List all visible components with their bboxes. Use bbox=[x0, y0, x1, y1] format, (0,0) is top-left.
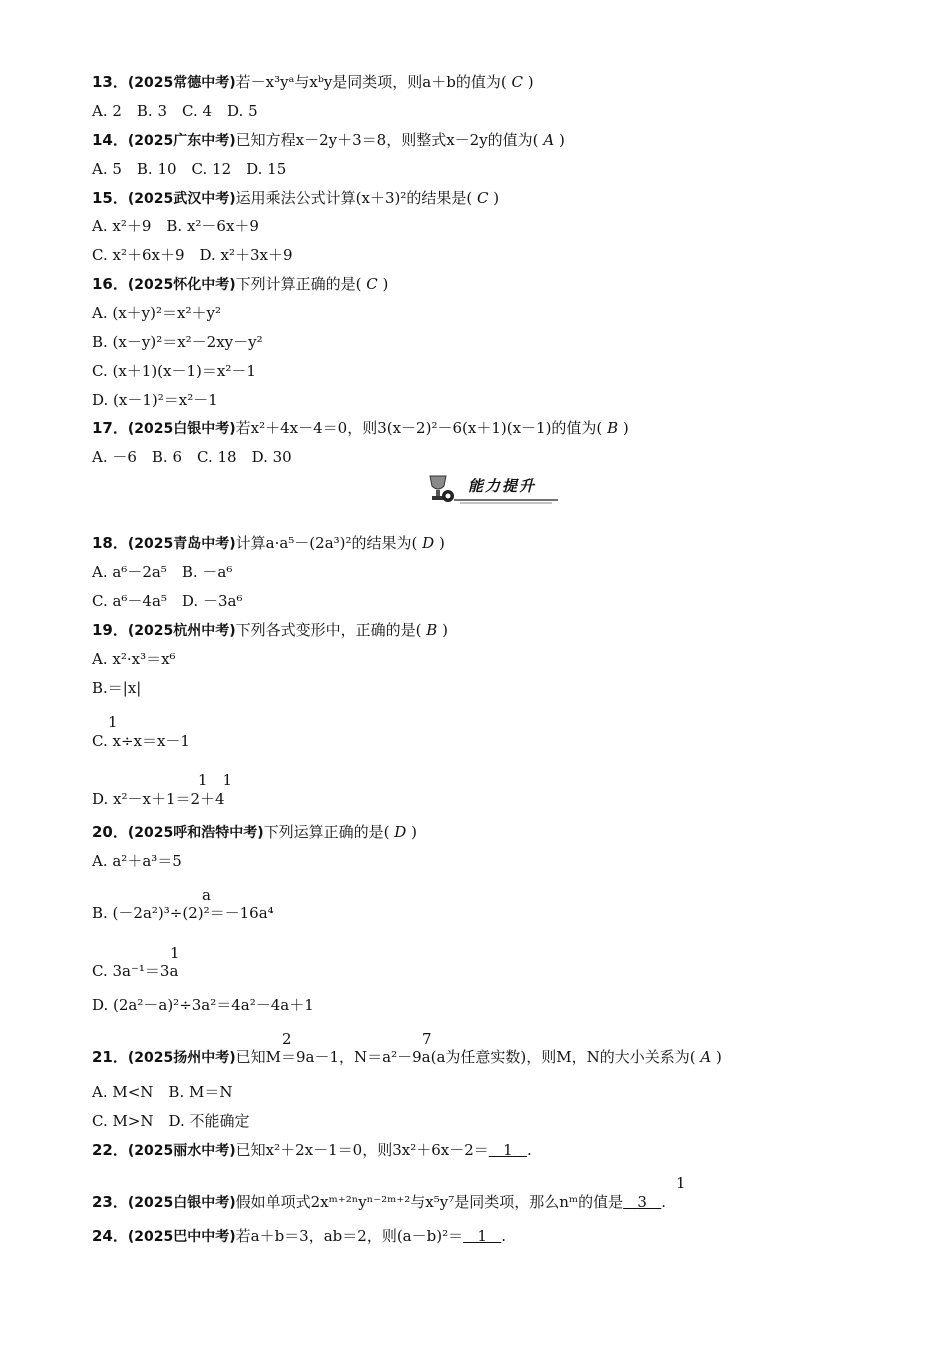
paren-close: ) bbox=[411, 823, 417, 841]
paren-close: ) bbox=[558, 131, 565, 149]
paren-close: ) bbox=[493, 189, 500, 207]
question-17 bbox=[92, 418, 629, 438]
q19-option-d: D. x²－x＋1＝2＋4 bbox=[92, 790, 225, 808]
question-stem: 运用乘法公式计算(x＋3)²的结果是( bbox=[235, 189, 473, 207]
question-source: (2025白银中考) bbox=[127, 1195, 236, 1211]
paren-close: ) bbox=[716, 1048, 722, 1066]
question-source: (2025巴中中考) bbox=[127, 1229, 236, 1245]
answer: A bbox=[543, 131, 555, 149]
q19-option-b: B.＝|x| bbox=[92, 679, 142, 697]
q21-options-ab: A. M<N B. M＝N bbox=[92, 1083, 233, 1101]
question-stem: 下列计算正确的是( bbox=[235, 275, 362, 293]
answer: C bbox=[511, 73, 523, 91]
period: . bbox=[661, 1193, 667, 1211]
question-13 bbox=[92, 72, 534, 92]
paren-close: ) bbox=[442, 621, 448, 639]
q20-option-a: A. a²＋a³＝5 bbox=[92, 852, 182, 870]
answer: 3 bbox=[637, 1193, 647, 1211]
q19-c-numerator: 1 bbox=[108, 713, 118, 731]
answer-blank bbox=[623, 1193, 661, 1211]
section-title: 能力提升 bbox=[468, 477, 537, 495]
question-19 bbox=[92, 620, 448, 640]
question-source: (2025武汉中考) bbox=[127, 191, 236, 207]
q17-options: A. －6 B. 6 C. 18 D. 30 bbox=[92, 448, 292, 466]
question-stem: 假如单项式2xᵐ⁺²ⁿyⁿ⁻²ᵐ⁺²与x⁵y⁷是同类项，那么nᵐ的值是 bbox=[235, 1193, 624, 1211]
q16-option-c: C. (x＋1)(x－1)＝x²－1 bbox=[92, 362, 256, 380]
q15-options-cd: C. x²＋6x＋9 D. x²＋3x＋9 bbox=[92, 246, 293, 264]
question-stem: 下列运算正确的是( bbox=[263, 823, 390, 841]
answer: B bbox=[426, 621, 438, 639]
q14-options: A. 5 B. 10 C. 12 D. 15 bbox=[92, 160, 287, 178]
question-number: 13． bbox=[92, 73, 128, 91]
q18-options-cd: C. a⁶－4a⁵ D. －3a⁶ bbox=[92, 592, 243, 610]
question-stem: 若x²＋4x－4＝0，则3(x－2)²－6(x＋1)(x－1)的值为( bbox=[235, 419, 603, 437]
question-number: 22． bbox=[92, 1141, 128, 1159]
question-stem: 计算a·a⁵－(2a³)²的结果为( bbox=[235, 534, 418, 552]
q19-option-a: A. x²·x³＝x⁶ bbox=[92, 650, 176, 668]
question-number: 16． bbox=[92, 275, 128, 293]
question-stem: 若a＋b＝3，ab＝2，则(a－b)²＝ bbox=[235, 1227, 464, 1245]
question-source: (2025呼和浩特中考) bbox=[127, 825, 264, 841]
question-source: (2025常德中考) bbox=[127, 75, 236, 91]
question-23 bbox=[92, 1192, 666, 1212]
answer-blank bbox=[463, 1227, 501, 1245]
q16-option-b: B. (x－y)²＝x²－2xy－y² bbox=[92, 333, 263, 351]
q20-option-d: D. (2a²－a)²÷3a²＝4a²－4a＋1 bbox=[92, 996, 314, 1014]
question-18 bbox=[92, 533, 445, 553]
question-number: 17． bbox=[92, 419, 128, 437]
question-number: 15． bbox=[92, 189, 128, 207]
paren-close: ) bbox=[622, 419, 629, 437]
question-number: 23． bbox=[92, 1193, 128, 1211]
question-number: 19． bbox=[92, 621, 128, 639]
paren-close: ) bbox=[438, 534, 445, 552]
q21-options-cd: C. M>N D. 不能确定 bbox=[92, 1112, 250, 1130]
question-stem: 若－x³yᵃ与xᵇy是同类项，则a＋b的值为( bbox=[235, 73, 507, 91]
answer: B bbox=[607, 419, 619, 437]
question-number: 20． bbox=[92, 823, 128, 841]
q23-answer-numerator: 1 bbox=[676, 1174, 686, 1192]
question-number: 14． bbox=[92, 131, 128, 149]
question-source: (2025白银中考) bbox=[127, 421, 236, 437]
question-source: (2025杭州中考) bbox=[127, 623, 236, 639]
q20-c-numerator: 1 bbox=[170, 944, 180, 962]
q18-options-ab: A. a⁶－2a⁵ B. －a⁶ bbox=[92, 563, 233, 581]
q16-option-d: D. (x－1)²＝x²－1 bbox=[92, 391, 218, 409]
question-21 bbox=[92, 1047, 722, 1067]
q21-n-numerator: 7 bbox=[422, 1030, 432, 1048]
question-15 bbox=[92, 188, 499, 208]
answer-blank bbox=[489, 1141, 527, 1159]
question-source: (2025扬州中考) bbox=[127, 1050, 236, 1066]
question-stem: 下列各式变形中，正确的是( bbox=[235, 621, 422, 639]
q13-options: A. 2 B. 3 C. 4 D. 5 bbox=[92, 102, 258, 120]
question-source: (2025广东中考) bbox=[127, 133, 236, 149]
q20-option-b: B. (－2a²)³÷(2)²＝－16a⁴ bbox=[92, 904, 274, 922]
answer: C bbox=[366, 275, 378, 293]
question-20 bbox=[92, 822, 417, 842]
question-stem: 已知方程x－2y＋3＝8，则整式x－2y的值为( bbox=[235, 131, 539, 149]
question-number: 21． bbox=[92, 1048, 128, 1066]
answer: 1 bbox=[477, 1227, 487, 1245]
paren-close: ) bbox=[382, 275, 389, 293]
answer: 1 bbox=[503, 1141, 513, 1159]
period: . bbox=[501, 1227, 507, 1245]
q19-option-c: C. x÷x＝x－1 bbox=[92, 732, 190, 750]
answer: D bbox=[394, 823, 407, 841]
period: . bbox=[526, 1141, 532, 1159]
answer: A bbox=[700, 1048, 712, 1066]
q21-m-numerator: 2 bbox=[282, 1030, 292, 1048]
q20-b-numerator: a bbox=[202, 886, 211, 904]
paren-close: ) bbox=[527, 73, 534, 91]
question-14 bbox=[92, 130, 565, 150]
question-stem: 已知M＝9a－1，N＝a²－9a(a为任意实数)，则M，N的大小关系为( bbox=[235, 1048, 696, 1066]
q16-option-a: A. (x＋y)²＝x²＋y² bbox=[92, 304, 221, 322]
question-stem: 已知x²＋2x－1＝0，则3x²＋6x－2＝ bbox=[235, 1141, 489, 1159]
answer: C bbox=[477, 189, 489, 207]
question-number: 18． bbox=[92, 534, 128, 552]
question-source: (2025丽水中考) bbox=[127, 1143, 236, 1159]
section-banner bbox=[424, 470, 564, 506]
question-24 bbox=[92, 1226, 506, 1246]
question-16 bbox=[92, 274, 388, 294]
question-number: 24． bbox=[92, 1227, 128, 1245]
q15-options-ab: A. x²＋9 B. x²－6x＋9 bbox=[92, 217, 259, 235]
q19-d-numerators: 1 1 bbox=[198, 771, 233, 789]
question-source: (2025青岛中考) bbox=[127, 536, 236, 552]
answer: D bbox=[422, 534, 435, 552]
question-source: (2025怀化中考) bbox=[127, 277, 236, 293]
q20-option-c: C. 3a⁻¹＝3a bbox=[92, 962, 179, 980]
question-22 bbox=[92, 1140, 532, 1160]
